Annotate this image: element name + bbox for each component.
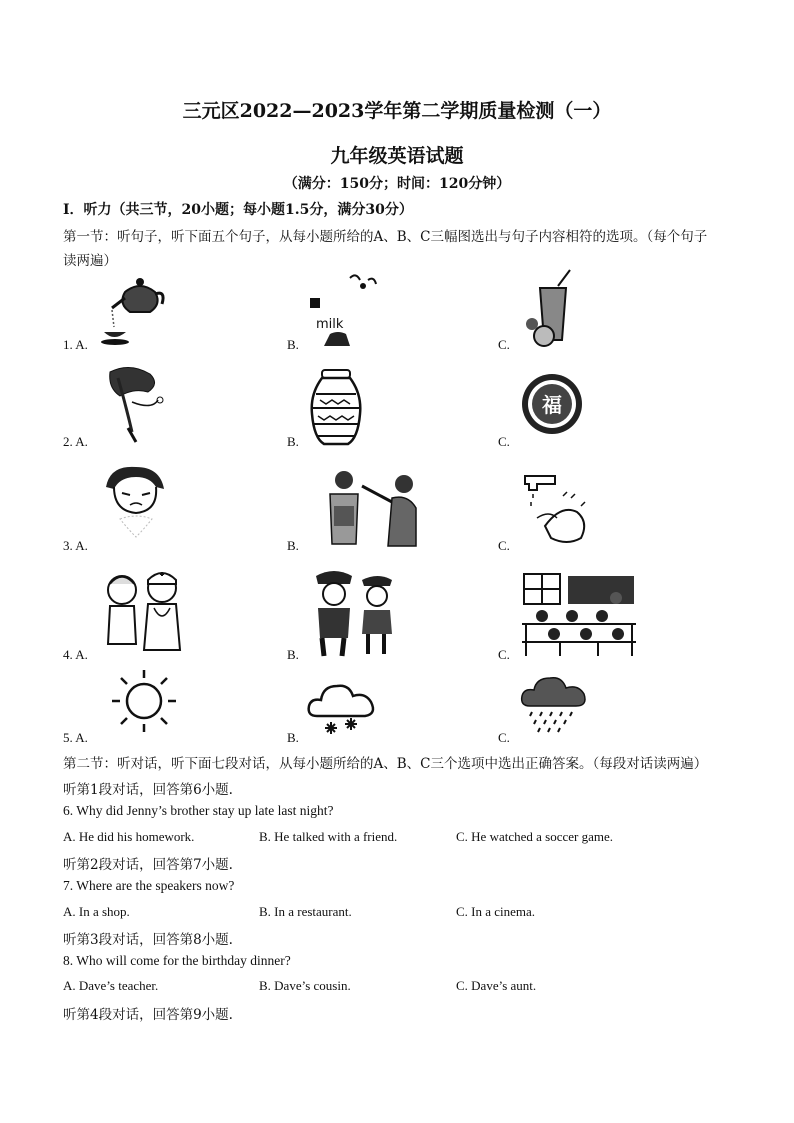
paper-kite-image: [100, 362, 180, 446]
q3-label-c: C.: [498, 538, 510, 553]
dialog1-intro: 听第1段对话，回答第6小题.: [63, 782, 233, 798]
classroom-image: [520, 572, 638, 658]
q5-label-a: 5. A.: [63, 730, 88, 745]
q4-label-b: B.: [287, 647, 299, 662]
dialog4-intro: 听第4段对话，回答第9小题.: [63, 1007, 233, 1023]
q6-option-a: A. He did his homework.: [63, 829, 195, 844]
dialog2-intro: 听第2段对话，回答第7小题.: [63, 857, 233, 873]
temperature-check-image: [312, 468, 422, 548]
score-info: （满分：150分；时间：120分钟）: [283, 176, 511, 192]
q2-label-c: C.: [498, 434, 510, 449]
milk-text: milk: [316, 317, 344, 332]
q8-option-a: A. Dave’s teacher.: [63, 978, 159, 993]
q3-label-a: 3. A.: [63, 538, 88, 553]
q5-label-c: C.: [498, 730, 510, 745]
police-officers-image: [310, 566, 402, 658]
milk-carton-image: [308, 270, 388, 350]
q8-option-b: B. Dave’s cousin.: [259, 978, 351, 993]
dialog3-intro: 听第3段对话，回答第8小题.: [63, 932, 233, 948]
q3-label-b: B.: [287, 538, 299, 553]
hand-washing-image: [515, 466, 595, 550]
q6-option-c: C. He watched a soccer game.: [456, 829, 614, 844]
section1-instruction-line2: 读两遍）: [63, 253, 117, 269]
fu-paper-cut-image: [520, 372, 584, 436]
q7-option-a: A. In a shop.: [63, 904, 130, 919]
q5-label-b: B.: [287, 730, 299, 745]
q1-label-a: 1. A.: [63, 337, 88, 352]
q7-option-b: B. In a restaurant.: [259, 904, 352, 919]
snow-cloud-icon: [305, 678, 381, 740]
part1-heading: Ⅰ．听力（共三节，20小题；每小题1.5分，满分30分）: [63, 202, 413, 218]
rain-cloud-icon: [520, 676, 590, 738]
exam-subtitle: 九年级英语试题: [330, 145, 464, 167]
teapot-pouring-tea-image: [100, 272, 180, 352]
sneezing-woman-image: [100, 465, 170, 545]
question-8: 8. Who will come for the birthday dinner?: [63, 953, 291, 968]
doctor-cartoon-image: [102, 568, 188, 656]
question-7: 7. Where are the speakers now?: [63, 878, 235, 893]
juice-glass-image: [518, 268, 578, 348]
section2-instruction: 第二节：听对话，听下面七段对话，从每小题所给的A、B、C三个选项中选出正确答案。（每段对话读两遍）: [63, 756, 708, 772]
exam-title: 三元区2022—2023学年第二学期质量检测（一）: [182, 100, 612, 122]
q2-label-b: B.: [287, 434, 299, 449]
pottery-jar-image: [308, 368, 364, 448]
q1-label-b: B.: [287, 337, 299, 352]
q4-label-a: 4. A.: [63, 647, 88, 662]
fu-character: 福: [542, 393, 562, 417]
q6-option-b: B. He talked with a friend.: [259, 829, 398, 844]
sun-icon: [108, 668, 180, 734]
q1-label-c: C.: [498, 337, 510, 352]
q4-label-c: C.: [498, 647, 510, 662]
section1-instruction-line1: 第一节：听句子，听下面五个句子，从每小题所给的A、B、C三幅图选出与句子内容相符的选项。（每个句子: [63, 229, 708, 245]
q8-option-c: C. Dave’s aunt.: [456, 978, 537, 993]
question-6: 6. Why did Jenny’s brother stay up late last night?: [63, 803, 334, 818]
q2-label-a: 2. A.: [63, 434, 88, 449]
q7-option-c: C. In a cinema.: [456, 904, 536, 919]
